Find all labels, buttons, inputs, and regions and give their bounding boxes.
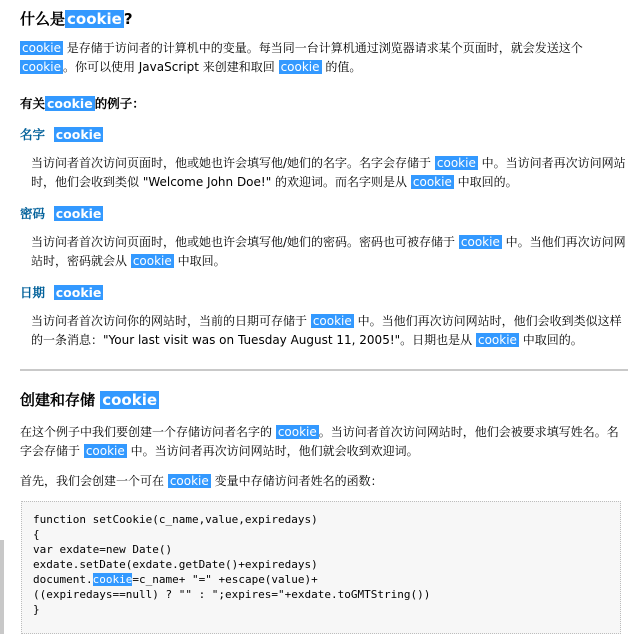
code-line: var exdate=new Date() (33, 543, 173, 556)
section-divider (20, 369, 628, 371)
search-highlight: cookie (436, 156, 476, 170)
search-highlight: cookie (132, 254, 172, 268)
search-highlight: cookie (92, 573, 133, 586)
create-paragraph: 在这个例子中我们要创建一个存储访问者名字的 cookie 。当访问者首次访问网站时，他们会被要求填写姓名。名字会存储于 cookie 中。当访问者再次访问网站时，他们就会收到欢迎词。 (20, 425, 619, 458)
search-highlight: cookie (55, 285, 102, 300)
search-highlight: cookie (85, 444, 125, 458)
code-line: exdate.setDate(exdate.getDate()+expiredays) (33, 558, 318, 571)
code-line: } (33, 603, 40, 616)
search-highlight: cookie (312, 314, 352, 328)
search-highlight: cookie (55, 206, 102, 221)
date-paragraph: 当访问者首次访问你的网站时，当前的日期可存储于 cookie 中。当他们再次访问网站时，他们会收到类似这样的一条消息："Your last visit was on Tuesday August 11, 2005!"。日期也是从 cookie 中取回的。 (31, 314, 622, 347)
code-line: document.cookie=c_name+ "=" +escape(value)+ (33, 573, 318, 586)
search-highlight: cookie (477, 333, 517, 347)
name-paragraph: 当访问者首次访问页面时，他或她也许会填写他/她们的名字。名字会存储于 cookie 中。当访问者再次访问网站时，他们会收到类似 "Welcome John Doe!" 的欢迎词。而名字则是从 cookie 中取回的。 (31, 156, 626, 189)
search-highlight: cookie (460, 235, 500, 249)
search-highlight: cookie (277, 425, 317, 439)
heading-create-store: 创建和存储 cookie (20, 391, 158, 409)
code-line: { (33, 528, 40, 541)
search-highlight: cookie (67, 10, 122, 28)
intro-paragraph: cookie 是存储于访问者的计算机中的变量。每当同一台计算机通过浏览器请求某个页面时，就会发送这个cookie 。你可以使用 JavaScript 来创建和取回 cookie 的值。 (22, 41, 583, 74)
search-highlight: cookie (102, 391, 158, 409)
heading-what-is-cookie: 什么是 cookie ? (20, 10, 133, 28)
section-heading-name: 名字 cookie (20, 127, 102, 142)
code-line: ((expiredays==null) ? "" : ";expires="+exdate.toGMTString()) (33, 588, 431, 601)
code-block (21, 501, 621, 634)
code-line: function setCookie(c_name,value,expiredays) (33, 513, 318, 526)
search-highlight: cookie (22, 41, 61, 55)
section-heading-password: 密码 cookie (20, 206, 102, 221)
search-highlight: cookie (55, 127, 102, 142)
search-highlight: cookie (47, 96, 93, 111)
heading-examples: 有关 cookie 的例子： (20, 96, 145, 111)
search-highlight: cookie (412, 175, 452, 189)
search-highlight: cookie (22, 60, 61, 74)
window-edge (0, 540, 4, 634)
first-paragraph: 首先，我们会创建一个可在 cookie 变量中存储访问者姓名的函数： (20, 474, 383, 488)
search-highlight: cookie (169, 474, 209, 488)
password-paragraph: 当访问者首次访问页面时，他或她也许会填写他/她们的密码。密码也可被存储于 cookie 中。当他们再次访问网站时，密码就会从 cookie 中取回。 (31, 235, 626, 268)
search-highlight: cookie (280, 60, 320, 74)
section-heading-date: 日期 cookie (20, 285, 102, 300)
